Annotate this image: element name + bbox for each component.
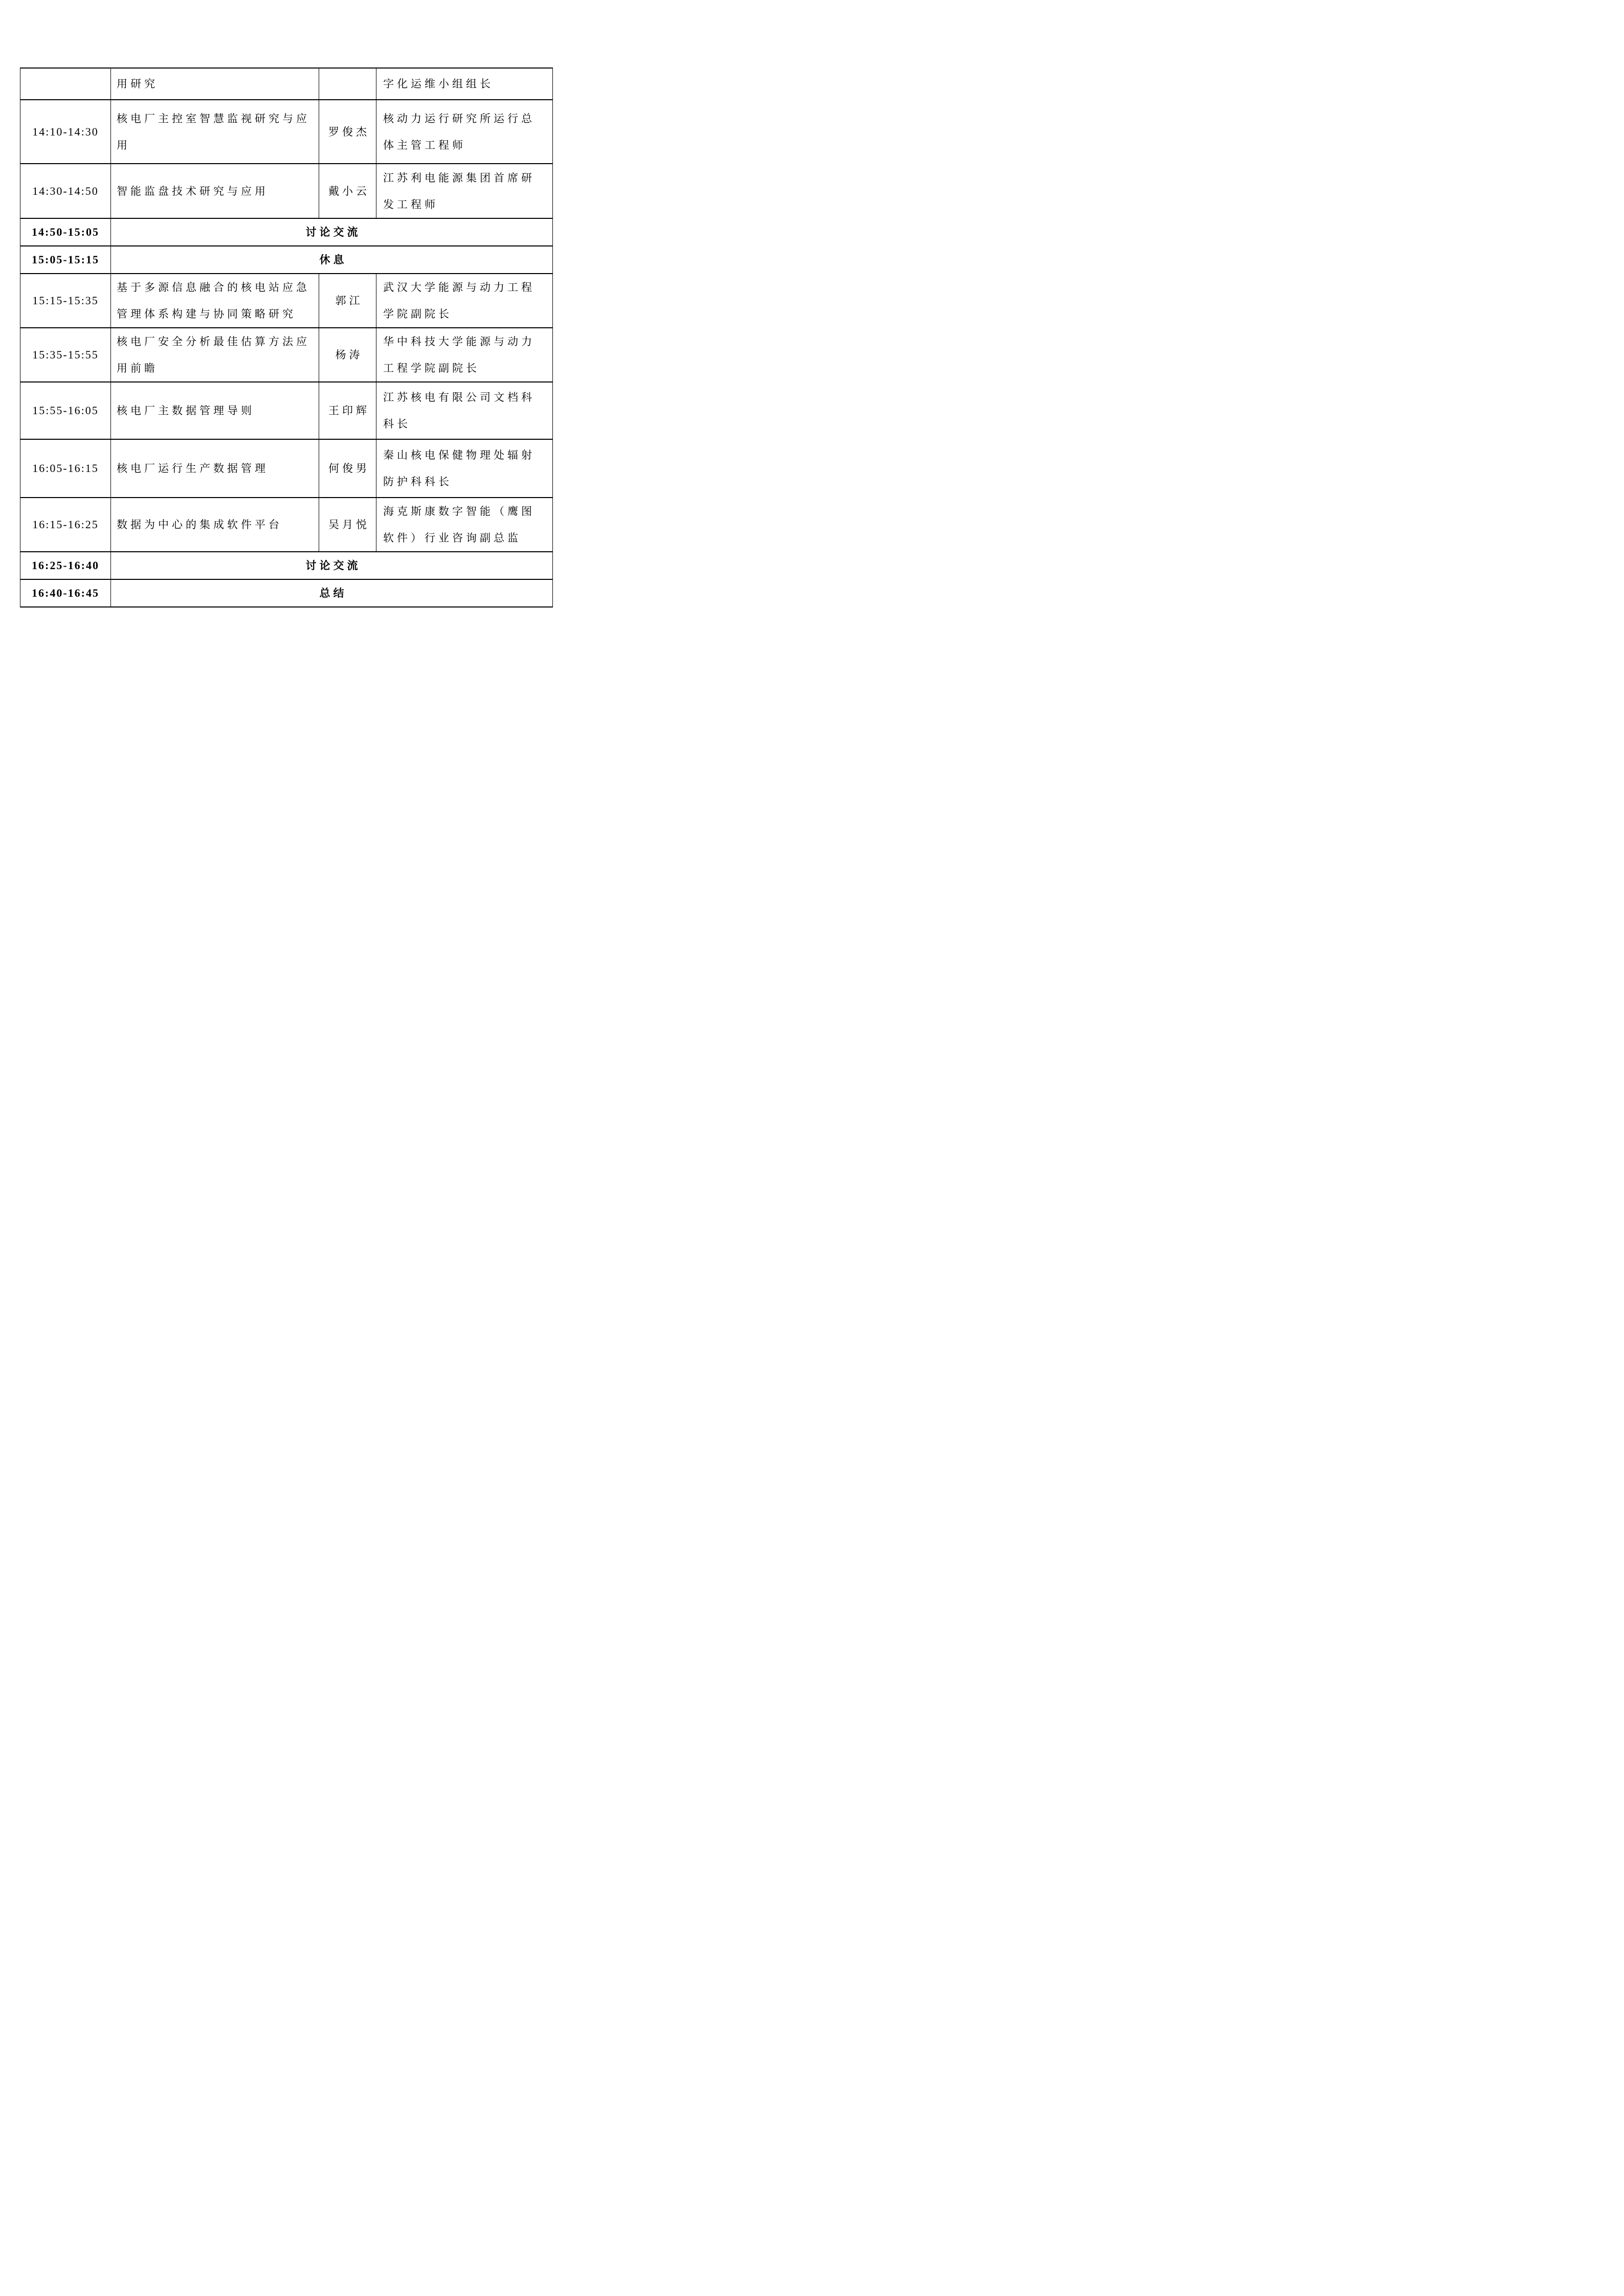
table-row-continuation: [20, 68, 553, 100]
affiliation-cell: 海克斯康数字智能（鹰图软件）行业咨询副总监: [376, 498, 553, 552]
speaker-cell: 杨涛: [319, 328, 376, 382]
merged-session-cell: 讨论交流: [111, 218, 553, 246]
time-cell: 15:15-15:35: [20, 274, 111, 328]
merged-session-cell: 休息: [111, 246, 553, 274]
affiliation-cell: 华中科技大学能源与动力工程学院副院长: [376, 328, 553, 382]
time-cell: 16:15-16:25: [20, 498, 111, 552]
time-cell: [20, 68, 111, 100]
affiliation-cell: 秦山核电保健物理处辐射防护科科长: [376, 439, 553, 498]
merged-session-cell: 讨论交流: [111, 552, 553, 579]
topic-cell: 数据为中心的集成软件平台: [111, 498, 319, 552]
speaker-cell: 何俊男: [319, 439, 376, 498]
affiliation-cell: 江苏核电有限公司文档科科长: [376, 382, 553, 439]
speaker-cell: 王印辉: [319, 382, 376, 439]
schedule-table: [20, 67, 553, 607]
time-cell: 14:10-14:30: [20, 100, 111, 164]
table-row: [20, 498, 553, 552]
affiliation-cell: 字化运维小组组长: [376, 68, 553, 100]
table-row: [20, 100, 553, 164]
time-cell: 15:35-15:55: [20, 328, 111, 382]
speaker-cell: 吴月悦: [319, 498, 376, 552]
table-row: [20, 382, 553, 439]
affiliation-cell: 武汉大学能源与动力工程学院副院长: [376, 274, 553, 328]
topic-cell: 核电厂安全分析最佳估算方法应用前瞻: [111, 328, 319, 382]
speaker-cell: 罗俊杰: [319, 100, 376, 164]
topic-cell: 智能监盘技术研究与应用: [111, 164, 319, 218]
affiliation-cell: 核动力运行研究所运行总体主管工程师: [376, 100, 553, 164]
topic-cell: 用研究: [111, 68, 319, 100]
table-row: [20, 439, 553, 498]
table-row-merged: [20, 552, 553, 579]
topic-cell: 核电厂运行生产数据管理: [111, 439, 319, 498]
topic-cell: 核电厂主控室智慧监视研究与应用: [111, 100, 319, 164]
table-row-merged: [20, 579, 553, 607]
affiliation-cell: 江苏利电能源集团首席研发工程师: [376, 164, 553, 218]
topic-cell: 基于多源信息融合的核电站应急管理体系构建与协同策略研究: [111, 274, 319, 328]
time-cell: 14:50-15:05: [20, 218, 111, 246]
table-row-merged: [20, 246, 553, 274]
speaker-cell: [319, 68, 376, 100]
time-cell: 15:55-16:05: [20, 382, 111, 439]
table-row: [20, 164, 553, 218]
time-cell: 16:40-16:45: [20, 579, 111, 607]
merged-session-cell: 总结: [111, 579, 553, 607]
table-row-merged: [20, 218, 553, 246]
time-cell: 15:05-15:15: [20, 246, 111, 274]
speaker-cell: 戴小云: [319, 164, 376, 218]
topic-cell: 核电厂主数据管理导则: [111, 382, 319, 439]
table-row: [20, 274, 553, 328]
table-row: [20, 328, 553, 382]
time-cell: 16:25-16:40: [20, 552, 111, 579]
time-cell: 14:30-14:50: [20, 164, 111, 218]
speaker-cell: 郭江: [319, 274, 376, 328]
document-page: [0, 0, 563, 796]
time-cell: 16:05-16:15: [20, 439, 111, 498]
